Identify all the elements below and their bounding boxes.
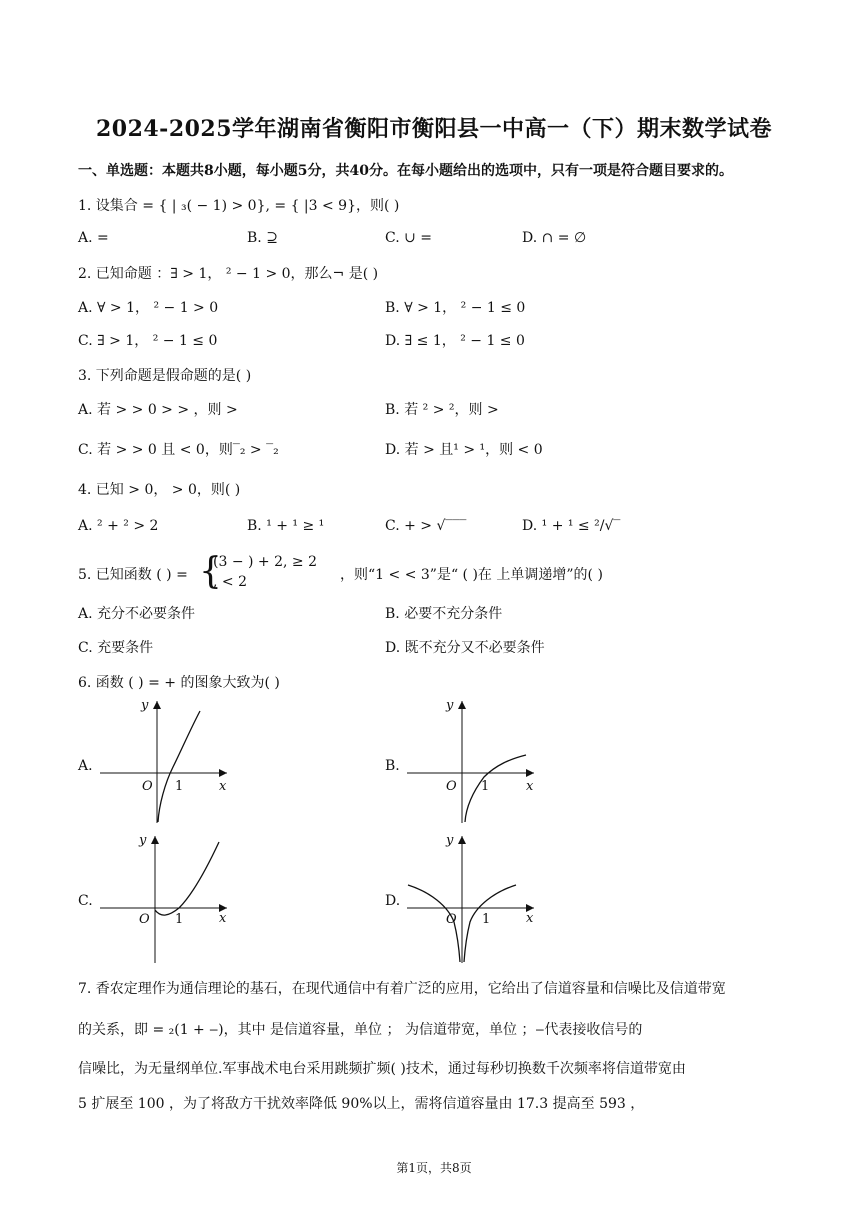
question-3-stem: 3. 下列命题是假命题的是( ) [78, 368, 252, 384]
graph-option-a [95, 695, 235, 825]
question-1-option-b: B. ⊇ [247, 230, 278, 246]
question-5-stem-start: 5. 已知函数 ( ) = [78, 567, 188, 583]
origin-label: O [142, 779, 153, 794]
question-4-option-d: D. ¹ + ¹ ≤ ²/√‾ [522, 518, 621, 534]
question-4-option-c: C. + > √‾‾‾ [385, 518, 467, 534]
question-1-stem: 1. 设集合 = { | ₃( − 1) > 0}, = { |3 < 9}，则( ) [78, 198, 400, 214]
x-axis-label: x [526, 911, 534, 926]
y-axis-label: y [446, 833, 454, 848]
x-axis-label: x [219, 911, 227, 926]
origin-label: O [446, 912, 457, 927]
graph-option-c [95, 830, 235, 965]
question-3-option-b: B. 若 ² > ²，则 > [385, 402, 499, 418]
piecewise-brace: { [199, 551, 222, 592]
x-axis-label: x [526, 779, 534, 794]
question-6-label-c: C. [78, 893, 93, 909]
question-4-stem: 4. 已知 > 0， > 0，则( ) [78, 482, 241, 498]
page-footer: 第1页，共8页 [396, 1161, 472, 1175]
question-7-line-3: 信噪比，为无量纲单位.军事战术电台采用跳频扩频( )技术，通过每秒切换数千次频率将信道带宽由 [78, 1061, 686, 1077]
page-title: 2024-2025学年湖南省衡阳市衡阳县一中高一（下）期末数学试卷 [95, 116, 773, 142]
question-2-stem: 2. 已知命题 ：∃ > 1， ² − 1 > 0，那么¬ 是( ) [78, 266, 379, 282]
y-axis-label: y [446, 698, 454, 713]
section-heading-single-choice: 一、单选题：本题共8小题，每小题5分，共40分。在每小题给出的选项中，只有一项是符合题目要求的。 [78, 163, 733, 179]
tick-1-label: 1 [175, 779, 184, 794]
question-4-option-a: A. ² + ² > 2 [78, 518, 159, 534]
question-3-option-d: D. 若 > 且¹ > ¹，则 < 0 [385, 442, 543, 458]
question-5-option-a: A. 充分不必要条件 [78, 606, 196, 622]
origin-label: O [446, 779, 457, 794]
piecewise-case-1: (3 − ) + 2, ≥ 2 [213, 554, 317, 570]
tick-1-label: 1 [482, 912, 491, 927]
graph-option-b [402, 695, 542, 825]
question-5-stem-end: ，则“1 < < 3”是“ ( )在 上单调递增”的( ) [340, 567, 603, 583]
x-axis-label: x [219, 779, 227, 794]
question-1-option-a: A. = [78, 230, 109, 246]
tick-1-label: 1 [175, 912, 184, 927]
y-axis-label: y [141, 698, 149, 713]
question-7-line-2: 的关系，即 = ₂(1 + ‒)，其中 是信道容量，单位 ； 为信道带宽，单位 ；‒代表接收信号的 [78, 1022, 643, 1038]
origin-label: O [139, 912, 150, 927]
question-6-label-d: D. [385, 893, 401, 909]
question-5-option-c: C. 充要条件 [78, 640, 154, 656]
question-3-option-a: A. 若 > > 0 > > ，则 > [78, 402, 238, 418]
y-axis-label: y [139, 833, 147, 848]
question-2-option-d: D. ∃ ≤ 1， ² − 1 ≤ 0 [385, 333, 525, 349]
question-4-option-b: B. ¹ + ¹ ≥ ¹ [247, 518, 325, 534]
question-2-option-c: C. ∃ > 1， ² − 1 ≤ 0 [78, 333, 218, 349]
question-3-option-c: C. 若 > > 0 且 < 0，则‾₂ > ‾₂ [78, 442, 279, 458]
question-5-option-b: B. 必要不充分条件 [385, 606, 503, 622]
tick-1-label: 1 [481, 779, 490, 794]
question-7-line-4: 5 扩展至 100 ，为了将敌方干扰效率降低 90%以上，需将信道容量由 17.3 提高至 593 ， [78, 1096, 645, 1112]
question-6-label-a: A. [78, 758, 93, 774]
question-2-option-a: A. ∀ > 1， ² − 1 > 0 [78, 300, 219, 316]
question-7-line-1: 7. 香农定理作为通信理论的基石，在现代通信中有着广泛的应用，它给出了信道容量和信噪比及信道带宽 [78, 981, 726, 997]
question-6-label-b: B. [385, 758, 400, 774]
question-5-option-d: D. 既不充分又不必要条件 [385, 640, 545, 656]
question-2-option-b: B. ∀ > 1， ² − 1 ≤ 0 [385, 300, 526, 316]
question-1-option-c: C. ∪ = [385, 230, 433, 246]
graph-option-d [402, 830, 542, 965]
question-1-option-d: D. ∩ = ∅ [522, 230, 587, 246]
piecewise-case-2: , < 2 [213, 574, 247, 590]
question-6-stem: 6. 函数 ( ) = + 的图象大致为( ) [78, 675, 280, 691]
